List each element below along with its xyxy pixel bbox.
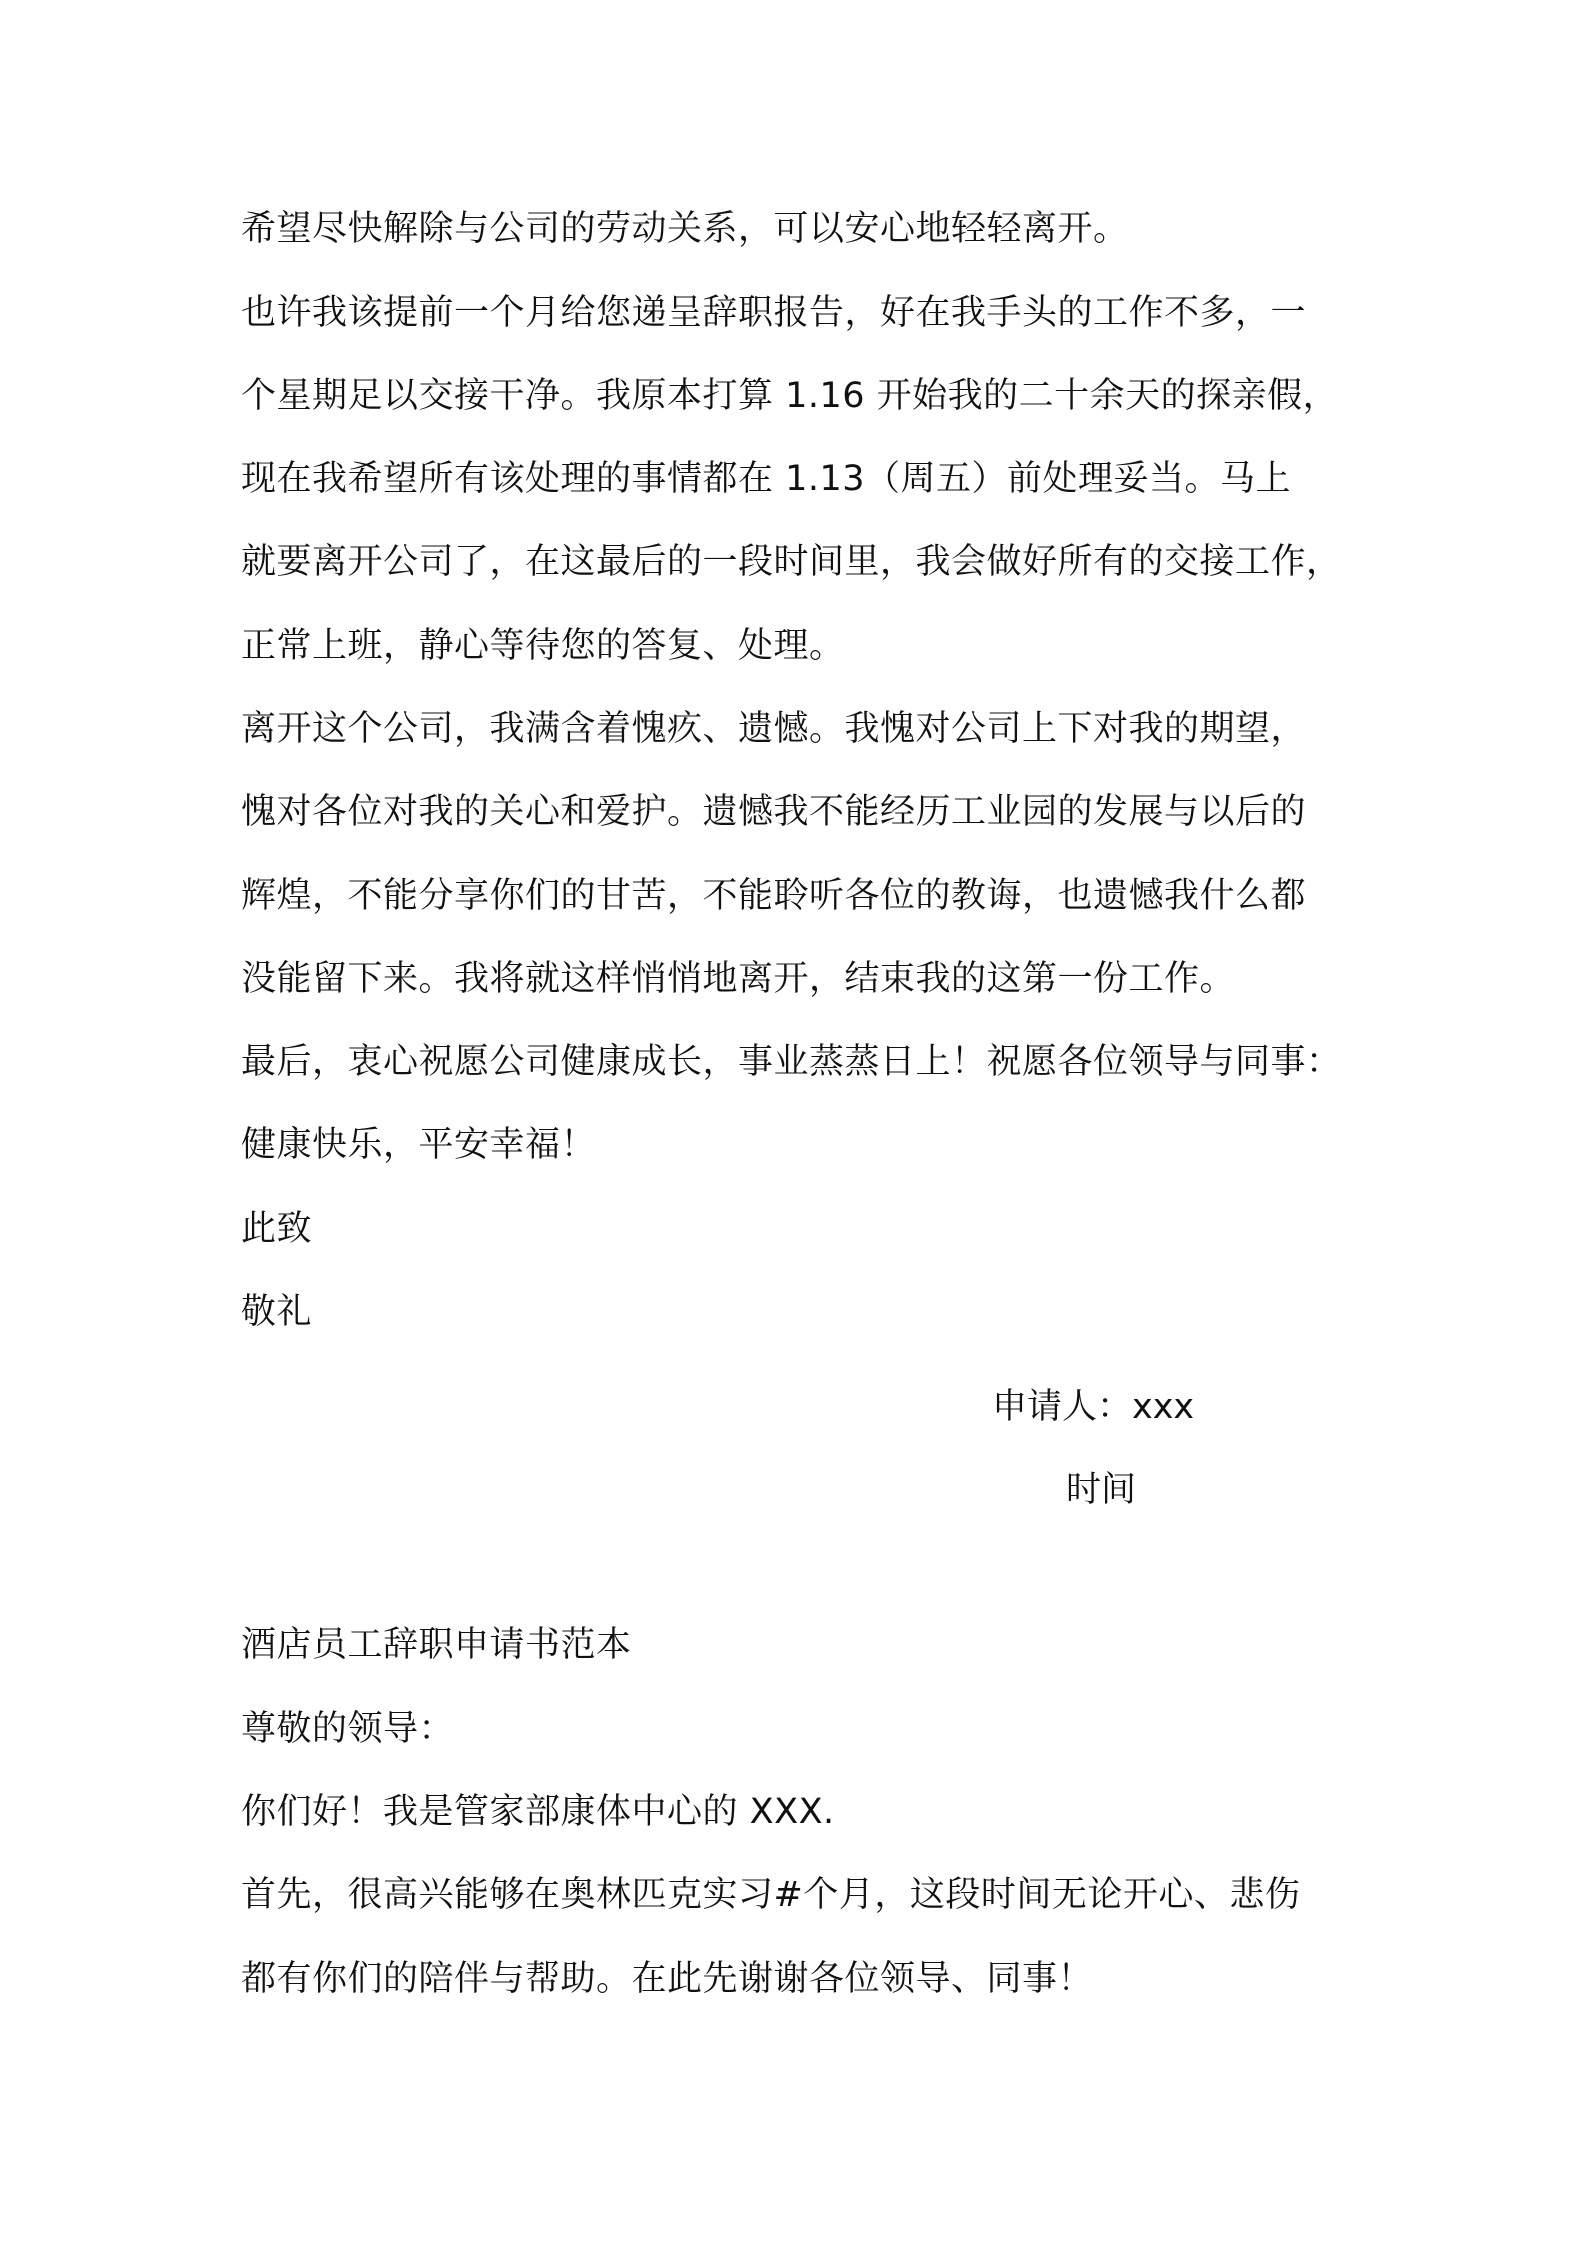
letter1-line-5: 就要离开公司了，在这最后的一段时间里，我会做好所有的交接工作， [241,542,1342,582]
closing-jingli: 敬礼 [241,1292,313,1332]
letter1-line-12: 健康快乐，平安幸福！ [241,1125,597,1165]
letter1-line-6: 正常上班，静心等待您的答复、处理。 [241,626,845,666]
letter2-body-line-2: 都有你们的陪伴与帮助。在此先谢谢各位领导、同事！ [241,1959,1094,1999]
letter2-title: 酒店员工辞职申请书范本 [241,1625,632,1665]
letter1-line-11: 最后，衷心祝愿公司健康成长，事业蒸蒸日上！祝愿各位领导与同事： [241,1042,1342,1082]
letter1-line-4: 现在我希望所有该处理的事情都在 1.13（周五）前处理妥当。马上 [241,459,1292,499]
closing-cizhi: 此致 [241,1209,313,1249]
signature-date: 时间 [1066,1470,1137,1510]
letter1-line-10: 没能留下来。我将就这样悄悄地离开，结束我的这第一份工作。 [241,959,1236,999]
letter2-body-line-1: 首先，很高兴能够在奥林匹克实习#个月，这段时间无论开心、悲伤 [241,1875,1301,1915]
letter1-line-9: 辉煌，不能分享你们的甘苦，不能聆听各位的教诲，也遗憾我什么都 [241,876,1307,916]
letter1-line-2: 也许我该提前一个月给您递呈辞职报告，好在我手头的工作不多，一 [241,293,1307,333]
letter2-greeting: 你们好！我是管家部康体中心的 XXX. [241,1792,835,1832]
letter1-line-8: 愧对各位对我的关心和爱护。遗憾我不能经历工业园的发展与以后的 [241,792,1307,832]
letter1-line-7: 离开这个公司，我满含着愧疚、遗憾。我愧对公司上下对我的期望， [241,709,1307,749]
letter2-salutation: 尊敬的领导： [241,1709,455,1749]
signature-applicant: 申请人：xxx [992,1387,1195,1427]
letter1-line-1: 希望尽快解除与公司的劳动关系，可以安心地轻轻离开。 [241,209,1129,249]
letter1-line-3: 个星期足以交接干净。我原本打算 1.16 开始我的二十余天的探亲假， [241,376,1339,416]
